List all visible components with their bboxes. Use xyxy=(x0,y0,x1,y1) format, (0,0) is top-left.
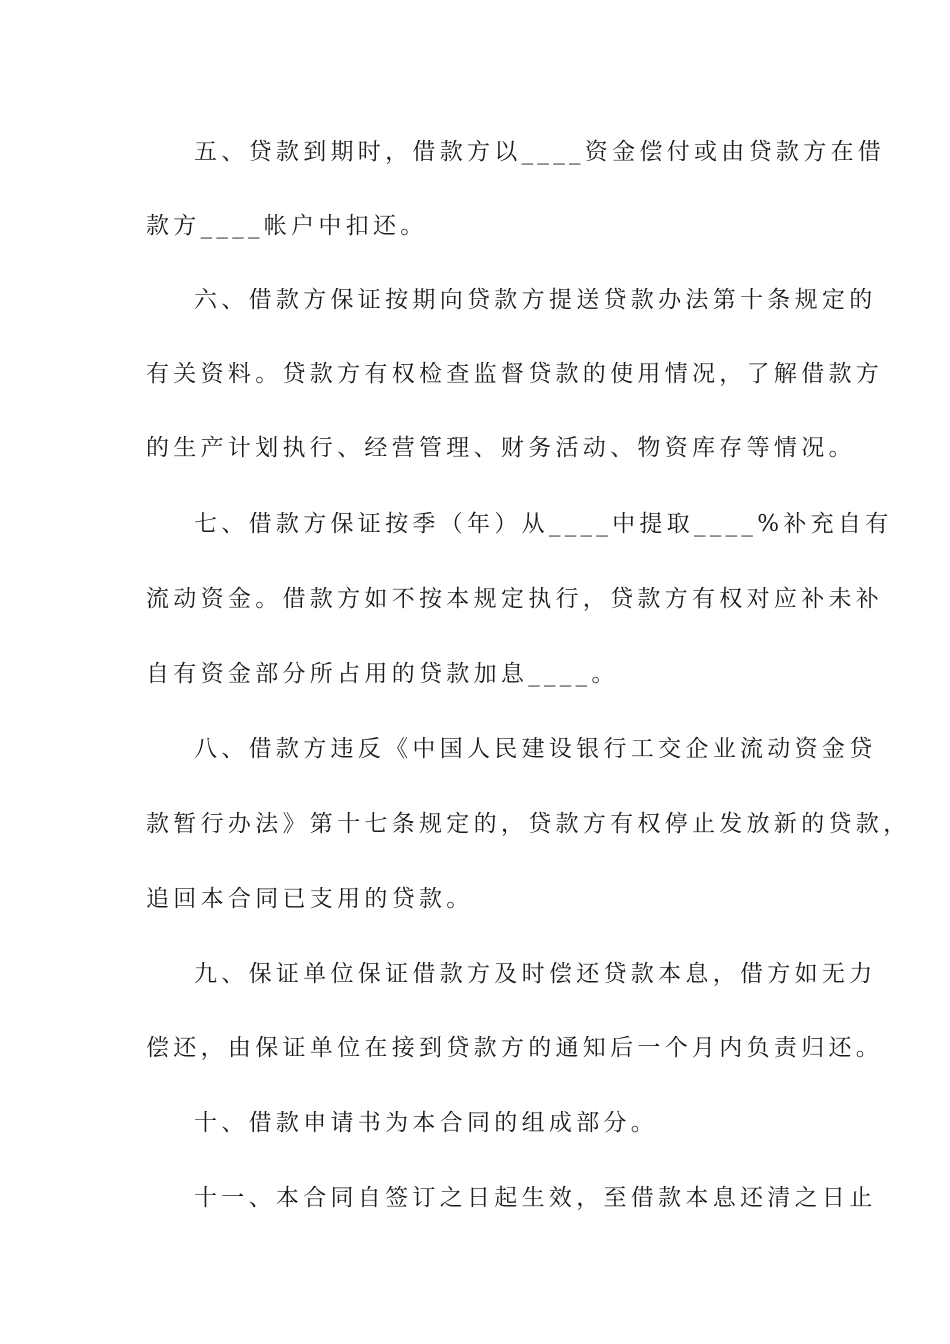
clause-9-line-2: 偿还，由保证单位在接到贷款方的通知后一个月内负责归还。 xyxy=(146,1035,884,1061)
clause-7-line-1: 七、借款方保证按季（年）从____中提取____%补充自有 xyxy=(194,511,893,537)
clause-6-line-3: 的生产计划执行、经营管理、财务活动、物资库存等情况。 xyxy=(146,435,856,461)
clause-5-line-1: 五、贷款到期时，借款方以____资金偿付或由贷款方在借 xyxy=(194,139,886,165)
clause-8-line-3: 追回本合同已支用的贷款。 xyxy=(146,886,474,912)
clause-10-line-1: 十、借款申请书为本合同的组成部分。 xyxy=(194,1110,659,1136)
clause-9-line-1: 九、保证单位保证借款方及时偿还贷款本息，借方如无力 xyxy=(194,961,877,987)
clause-7-line-2: 流动资金。借款方如不按本规定执行，贷款方有权对应补未补 xyxy=(146,586,884,612)
clause-7-line-3: 自有资金部分所占用的贷款加息____。 xyxy=(146,661,619,687)
clause-8-line-1: 八、借款方违反《中国人民建设银行工交企业流动资金贷 xyxy=(194,736,877,762)
clause-8-line-2: 款暂行办法》第十七条规定的，贷款方有权停止发放新的贷款， xyxy=(146,811,911,837)
clause-6-line-1: 六、借款方保证按期向贷款方提送贷款办法第十条规定的 xyxy=(194,287,877,313)
clause-5-line-2: 款方____帐户中扣还。 xyxy=(146,213,428,239)
clause-6-line-2: 有关资料。贷款方有权检查监督贷款的使用情况，了解借款方 xyxy=(146,361,884,387)
clause-11-line-1: 十一、本合同自签订之日起生效，至借款本息还清之日止 xyxy=(194,1185,877,1211)
